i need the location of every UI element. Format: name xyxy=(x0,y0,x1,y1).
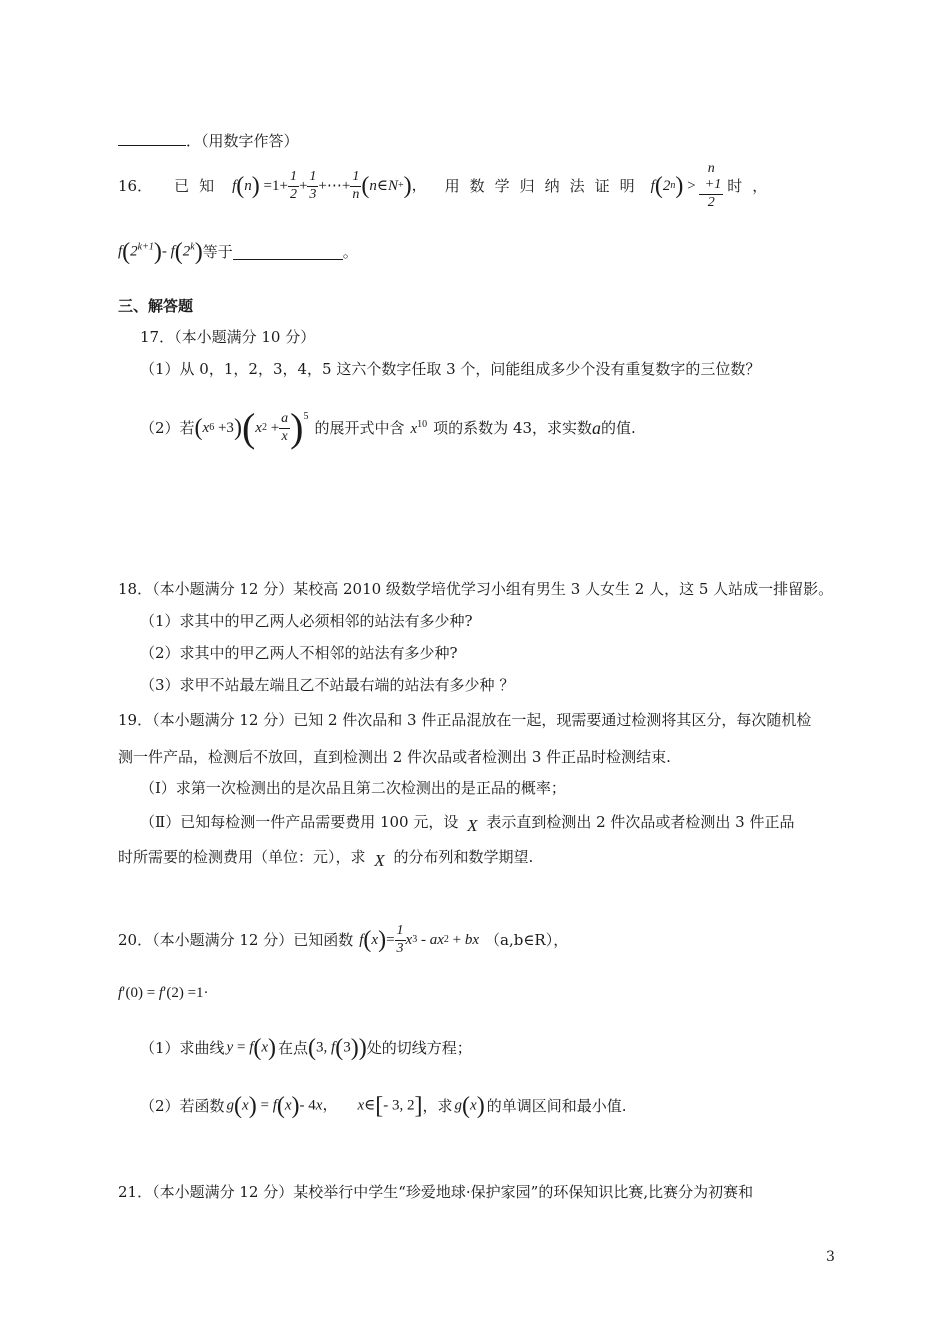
q20-condition: f′(0) = f′(2) =1· xyxy=(118,985,209,1001)
q19-line4 xyxy=(140,813,795,835)
q17-part2-post: 项的系数为 43，求实数 xyxy=(433,418,593,437)
section-heading: 三、解答题 xyxy=(118,297,194,315)
q16-difference: $f(2^{k+1})-$ f(2$^k$) xyxy=(118,239,203,265)
q19-var-x: X xyxy=(467,816,478,835)
q17-part2-end: 的值. xyxy=(601,418,636,437)
q18-part2: （2）求其中的甲乙两人不相邻的站法有多少种? xyxy=(140,644,458,662)
q20-interval: x∈[- 3, 2] xyxy=(357,1093,423,1119)
q16-inequality: f ( 2 n ) > n +1 2 xyxy=(650,161,722,210)
q19-line2: 测一件产品，检测后不放回，直到检测出 2 件次品或者检测出 3 件正品时检测结束. xyxy=(118,748,671,766)
q19-line3: （Ⅰ）求第一次检测出的是次品且第二次检测出的是正品的概率； xyxy=(140,779,566,797)
q20-part2 xyxy=(140,1094,626,1118)
q17-expression: ( x 6 +3 ) ( x 2 + $\frac{a}{x}$ ) $^5$ xyxy=(194,405,309,450)
q16-when: 时， xyxy=(727,176,778,195)
q18-part3: （3）求甲不站最左端且乙不站最右端的站法有多少种 ？ xyxy=(140,676,515,694)
q19-line5-a: 时所需要的检测费用（单位：元），求 xyxy=(118,848,366,866)
q20-domain: （a,b∈R）， xyxy=(485,930,569,949)
q20-point: (3, f(3)) xyxy=(308,1035,367,1061)
q20-part2-c: 的单调区间和最小值. xyxy=(486,1096,627,1115)
q20-part1-a: （1）求曲线 xyxy=(140,1038,225,1057)
q16-number: 16． xyxy=(118,176,153,195)
q20-g: g(x) xyxy=(454,1093,485,1119)
q20-head-line xyxy=(118,918,568,962)
q16-end: 。 xyxy=(342,242,358,261)
q20-part2-b: ，求 xyxy=(422,1096,453,1115)
q18-part1: （1）求其中的甲乙两人必须相邻的站法有多少种? xyxy=(140,612,473,630)
q19-line4-b: 表示直到检测出 2 件次品或者检测出 3 件正品 xyxy=(486,813,795,831)
q20-part2-a: （2）若函数 xyxy=(140,1096,225,1115)
q17-part1: （1）从 0，1，2，3，4，5 这六个数字任取 3 个，问能组成多少个没有重复数字的三位数？ xyxy=(140,360,761,378)
answer-blank xyxy=(233,245,343,260)
q20-part1 xyxy=(140,1036,472,1060)
q20-part1-c: 处的切线方程； xyxy=(366,1038,472,1057)
answer-blank xyxy=(118,131,186,146)
q17-part2-pre: （2）若 xyxy=(140,418,195,437)
q19-line5 xyxy=(118,848,534,870)
q16-line2 xyxy=(118,240,358,264)
q17-part2 xyxy=(140,400,636,456)
q17-part2-mid: 的展开式中含 xyxy=(314,418,405,437)
q16-known: 已知 xyxy=(174,176,225,195)
q16-equals: 等于 xyxy=(202,242,233,261)
q15-line xyxy=(118,131,299,149)
q16-line xyxy=(118,161,778,210)
q16-sum-expression: f ( n ) =1+ $\frac{1}{2}$ + $\frac{1}{3}$ +⋯+ $\frac{1}{n}$ ( n ∈ N + ) ， xyxy=(232,169,427,202)
q19-line4-a: （Ⅱ）已知每检测一件产品需要费用 100 元，设 xyxy=(140,813,459,831)
q17-term: $x^{10}$ xyxy=(410,418,428,437)
q17-var-a: a xyxy=(592,418,602,438)
q19-line1: 19．（本小题满分 12 分）已知 2 件次品和 3 件正品混放在一起，现需要通过检测将其区分，每次随机检 xyxy=(118,711,812,729)
q15-tail: ．（用数字作答） xyxy=(186,132,299,150)
q16-method: 用数学归纳法证明 xyxy=(444,176,645,195)
q19-var-x-2: X xyxy=(374,851,385,870)
q19-line5-b: 的分布列和数学期望. xyxy=(393,848,534,866)
q20-function: f ( x ) = $\frac{1}{3}$ x 3 - ax 2 + bx xyxy=(359,923,480,956)
q20-part1-b: 在点 xyxy=(278,1038,309,1057)
page-number: 3 xyxy=(826,1249,835,1265)
q20-head: 20．（本小题满分 12 分）已知函数 xyxy=(118,930,354,949)
q21-line1: 21．（本小题满分 12 分）某校举行中学生“珍爱地球·保护家园”的环保知识比赛,比赛分为初赛和 xyxy=(118,1183,754,1201)
q17-head: 17．（本小题满分 10 分） xyxy=(140,328,316,346)
q20-curve-eq: y = f(x) xyxy=(226,1035,277,1061)
q18-head: 18．（本小题满分 12 分）某校高 2010 级数学培优学习小组有男生 3 人女生 2 人，这 5 人站成一排留影。 xyxy=(118,580,834,598)
q20-g-def: g(x) = f(x)- 4x， xyxy=(226,1093,338,1119)
